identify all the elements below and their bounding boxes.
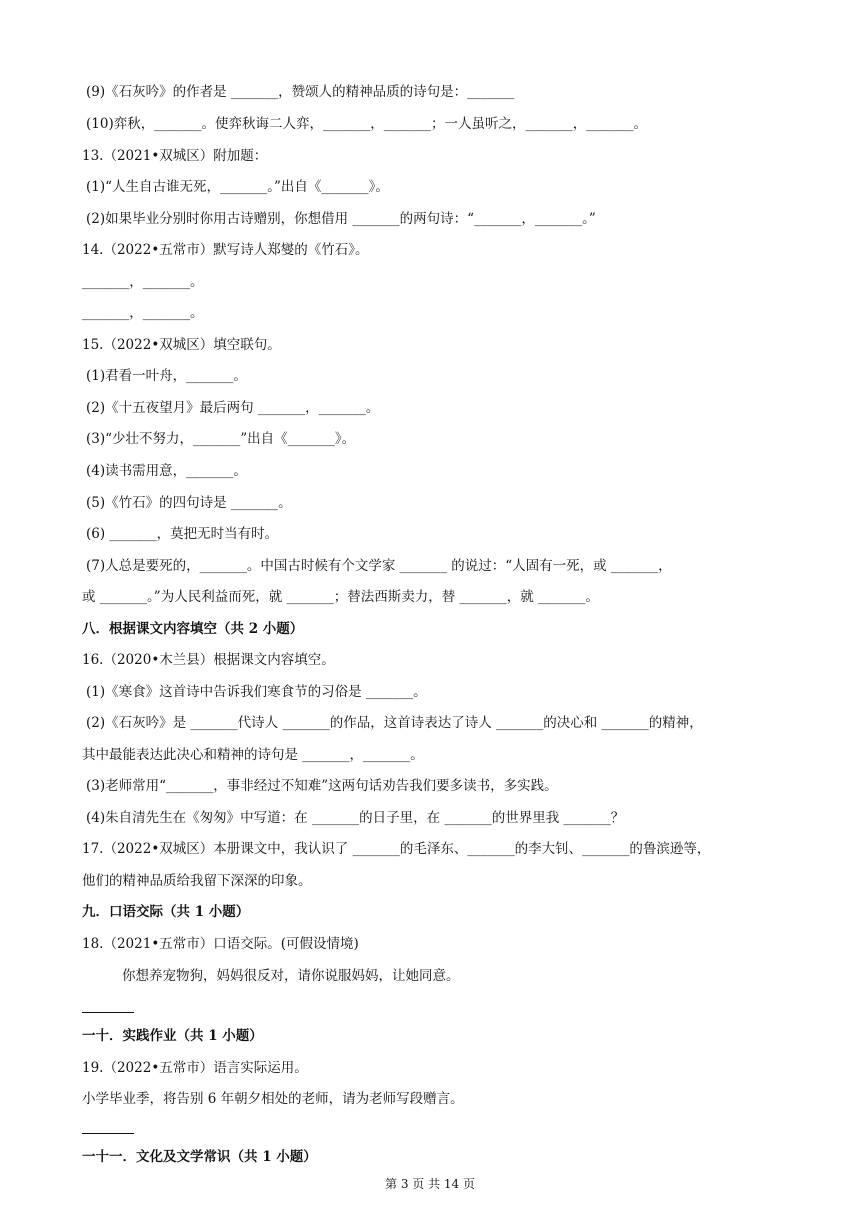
question-16-part-3: (3)老师常用“_______，事非经过不知难”这两句话劝告我们要多读书，多实践。: [86, 778, 558, 794]
question-15-part-6: (6) _______，莫把无时当有时。: [86, 526, 279, 542]
question-10-yiqiu: (10)弈秋，_______。使弈秋诲二人弈，_______，_______；一人虽听之，_______，_______。: [86, 116, 647, 132]
section-9-heading: 九．口语交际（共 1 小题）: [82, 904, 250, 920]
question-15-part-7: (7)人总是要死的，_______。中国古时候有个文学家 _______ 的说过：“人固有一死，或 _______，: [86, 558, 672, 574]
question-15-part-7-continued: 或 _______。”为人民利益而死，就 _______；替法西斯卖力，替 _______，就 _______。: [82, 589, 599, 605]
question-9-shihuiyin: (9)《石灰吟》的作者是 _______，赞颂人的精神品质的诗句是：_______: [86, 84, 515, 100]
question-13-part-1: (1)“人生自古谁无死，_______。”出自《_______》。: [86, 179, 389, 195]
question-15-part-4: (4)读书需用意，_______。: [86, 463, 247, 479]
question-16-header: 16.（2020•木兰县）根据课文内容填空。: [82, 652, 335, 668]
question-15-part-5: (5)《竹石》的四句诗是 _______。: [86, 495, 292, 511]
section-10-heading: 一十．实践作业（共 1 小题）: [82, 1028, 263, 1044]
question-15-part-1: (1)君看一叶舟，_______。: [86, 368, 247, 384]
question-16-part-2-continued: 其中最能表达此决心和精神的诗句是 _______，_______。: [82, 747, 424, 763]
question-19-answer-blank: [82, 1133, 134, 1134]
question-14-answer-line-2: _______，_______。: [82, 305, 204, 321]
section-11-heading: 一十一．文化及文学常识（共 1 小题）: [82, 1149, 317, 1165]
question-19-prompt: 小学毕业季，将告别 6 年朝夕相处的老师，请为老师写段赠言。: [82, 1091, 464, 1107]
page-footer: 第 3 页 共 14 页: [385, 1177, 475, 1191]
question-18-header: 18.（2021•五常市）口语交际。(可假设情境): [82, 936, 359, 952]
section-8-heading: 八．根据课文内容填空（共 2 小题）: [82, 621, 304, 637]
question-16-part-2: (2)《石灰吟》是 _______代诗人 _______的作品，这首诗表达了诗人 _______的决心和 _______的精神，: [86, 715, 703, 731]
question-13-part-2: (2)如果毕业分别时你用古诗赠别，你想借用 _______的两句诗：“_______，_______。”: [86, 211, 596, 227]
question-19-header: 19.（2022•五常市）语言实际运用。: [82, 1060, 308, 1076]
question-13-header: 13.（2021•双城区）附加题：: [82, 148, 268, 164]
question-14-header: 14.（2022•五常市）默写诗人郑燮的《竹石》。: [82, 242, 369, 258]
question-15-header: 15.（2022•双城区）填空联句。: [82, 337, 281, 353]
question-16-part-1: (1)《寒食》这首诗中告诉我们寒食节的习俗是 _______。: [86, 684, 427, 700]
question-16-part-4: (4)朱自清先生在《匆匆》中写道：在 _______的日子里，在 _______的世界里我 _______？: [86, 810, 625, 826]
question-18-prompt: 你想养宠物狗，妈妈很反对，请你说服妈妈，让她同意。: [122, 968, 460, 984]
question-17: 17.（2022•双城区）本册课文中，我认识了 _______的毛泽东、_______的李大钊、_______的鲁滨逊等，: [82, 841, 711, 857]
question-15-part-2: (2)《十五夜望月》最后两句 _______，_______。: [86, 400, 380, 416]
question-18-answer-blank: [82, 1012, 134, 1013]
question-17-continued: 他们的精神品质给我留下深深的印象。: [82, 873, 312, 889]
question-15-part-3: (3)“少壮不努力，_______”出自《_______》。: [86, 431, 356, 447]
question-14-answer-line-1: _______，_______。: [82, 274, 204, 290]
